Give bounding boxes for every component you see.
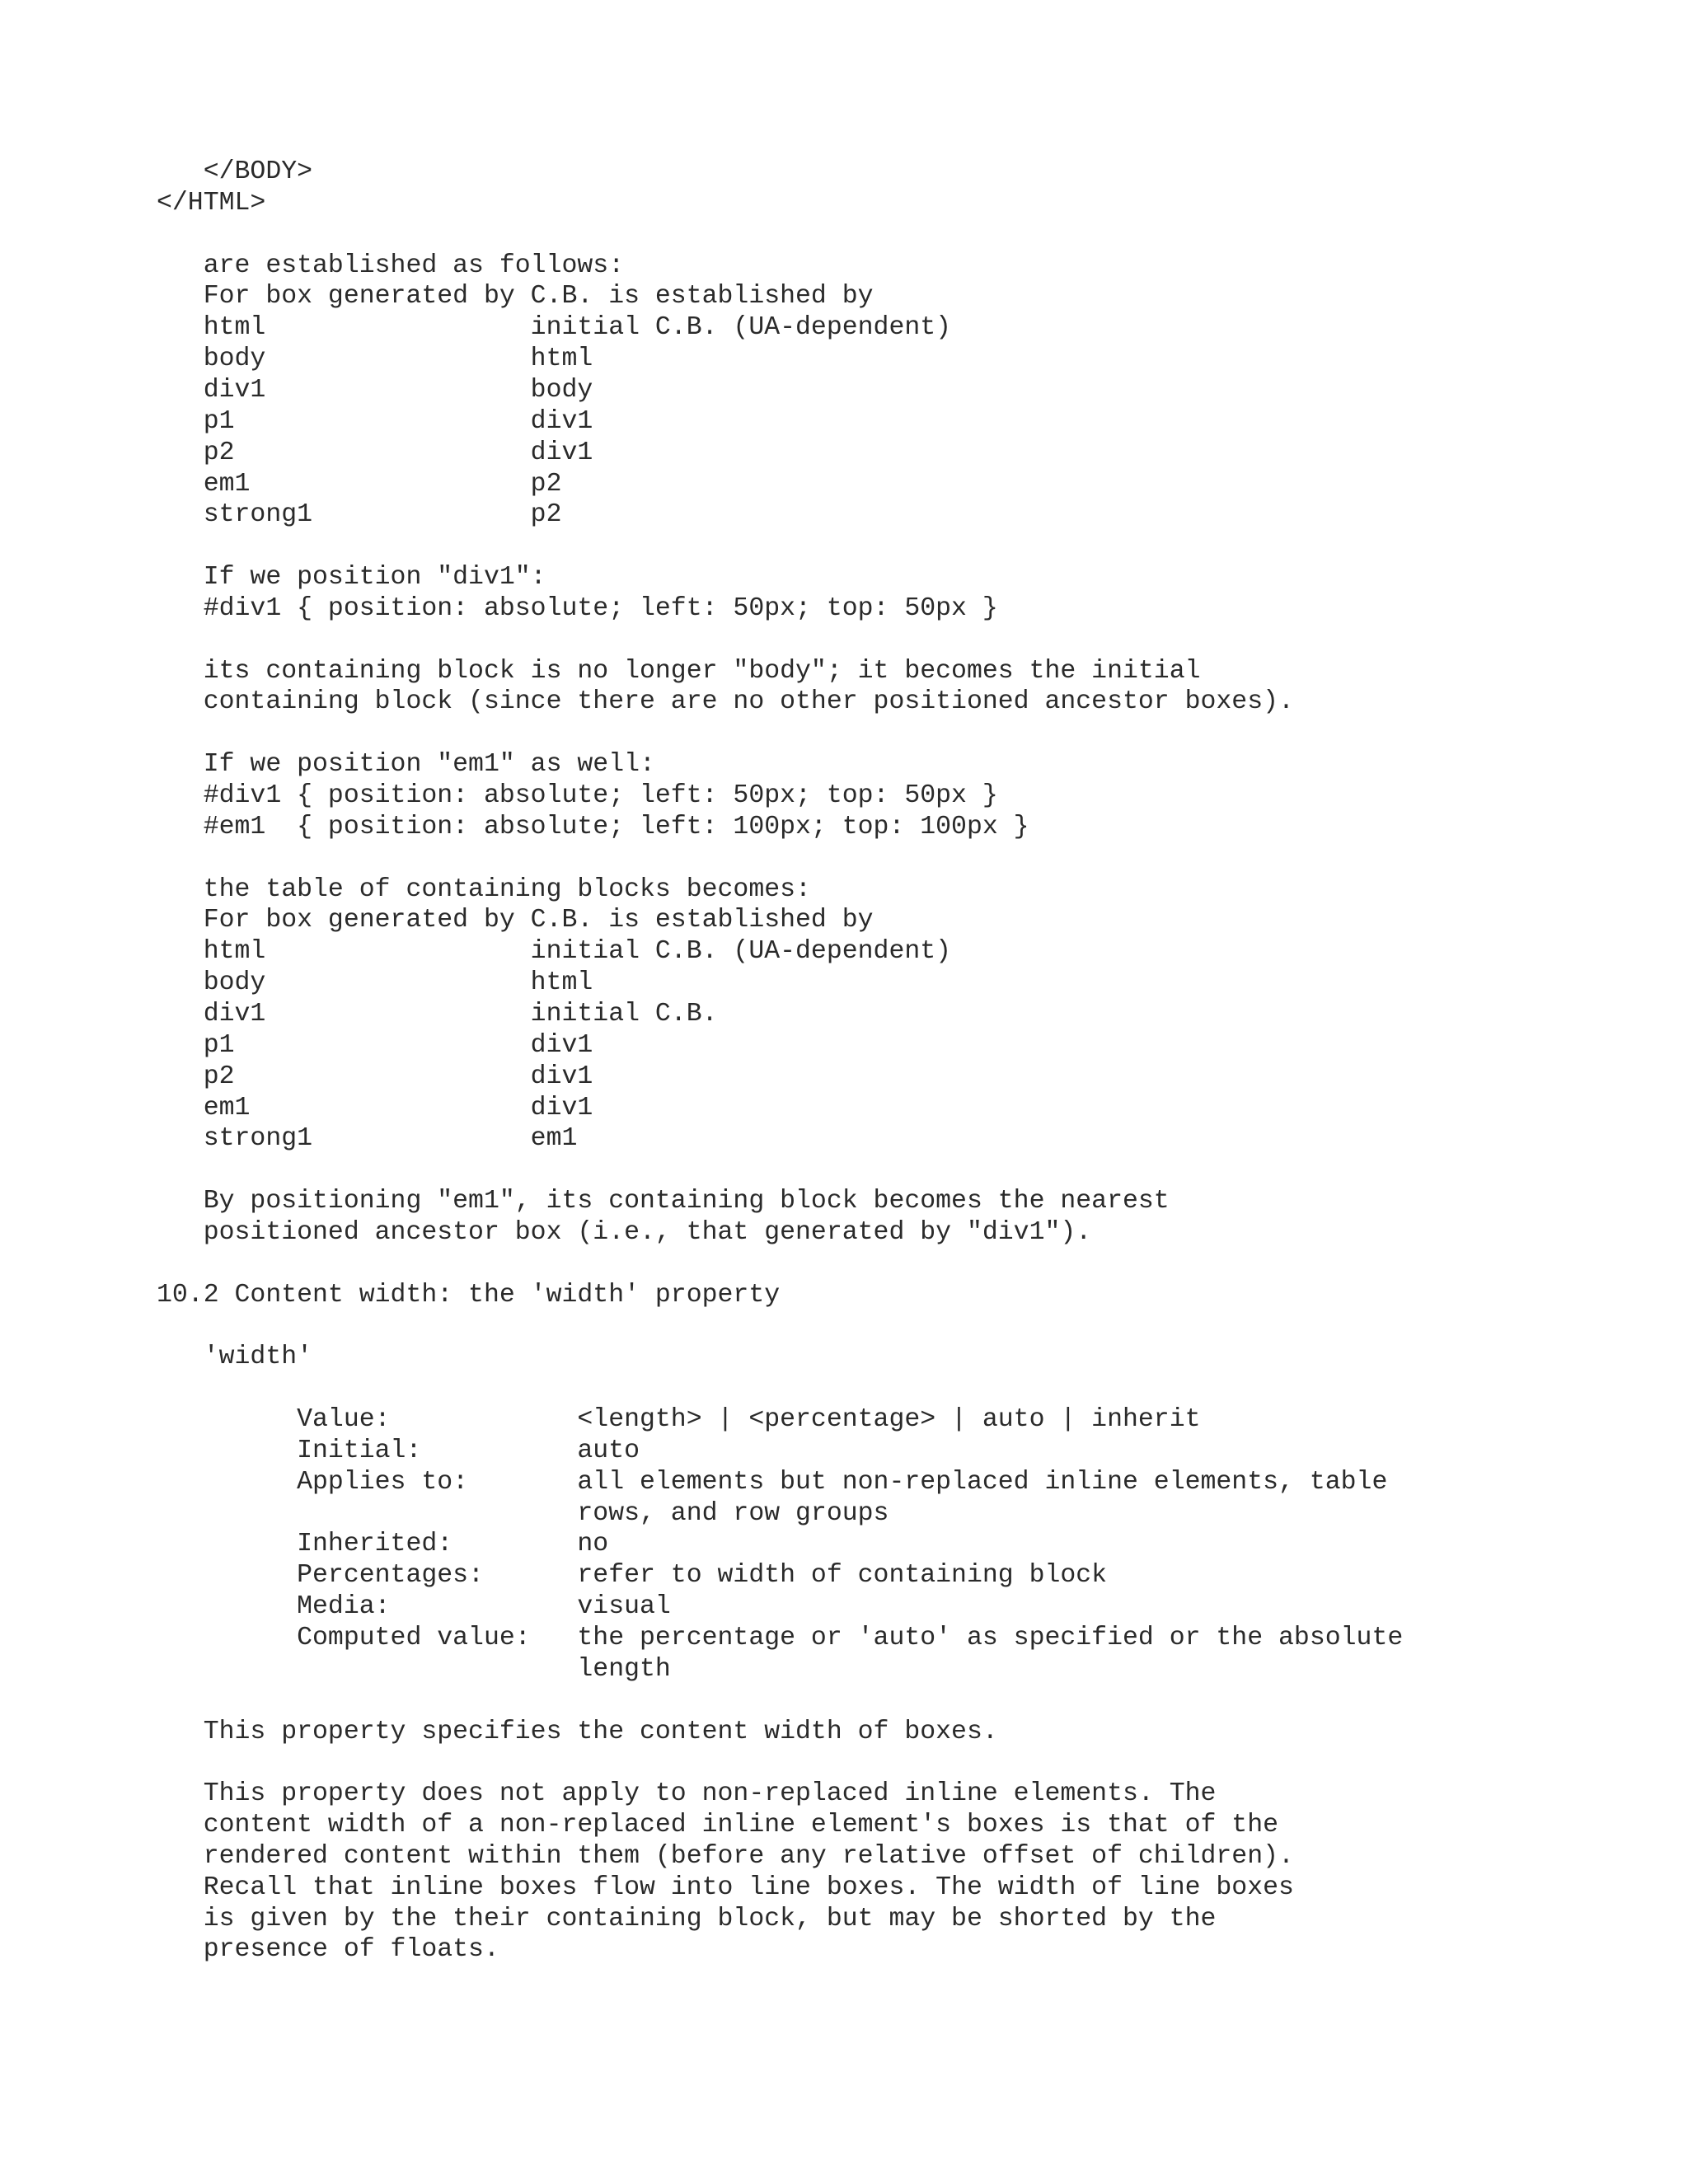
text-line: Inherited: no <box>157 1530 609 1559</box>
text-line: Recall that inline boxes flow into line boxes. The width of line boxes <box>157 1872 1294 1902</box>
text-line: #div1 { position: absolute; left: 50px; top: 50px } <box>157 593 998 623</box>
text-line: </HTML> <box>157 188 266 218</box>
text-line: positioned ancestor box (i.e., that generated by "div1"). <box>157 1217 1092 1247</box>
text-line: #div1 { position: absolute; left: 50px; top: 50px } <box>157 781 998 810</box>
text-line: Applies to: all elements but non-replaced inline elements, table <box>157 1467 1388 1497</box>
text-line: body html <box>157 344 593 374</box>
text-line: the table of containing blocks becomes: <box>157 874 811 904</box>
text-line: Initial: auto <box>157 1436 640 1465</box>
text-line: html initial C.B. (UA-dependent) <box>157 937 952 967</box>
text-line: For box generated by C.B. is established by <box>157 906 874 935</box>
text-line: p1 div1 <box>157 1030 593 1060</box>
text-line: 10.2 Content width: the 'width' property <box>157 1280 781 1310</box>
text-line: strong1 p2 <box>157 500 562 530</box>
text-line: div1 body <box>157 375 593 405</box>
text-line: #em1 { position: absolute; left: 100px; top: 100px } <box>157 812 1029 841</box>
text-line: 'width' <box>157 1343 313 1372</box>
text-line: p2 div1 <box>157 1062 593 1091</box>
text-line: body html <box>157 968 593 998</box>
text-line: strong1 em1 <box>157 1124 578 1154</box>
text-line: are established as follows: <box>157 251 625 280</box>
text-line: This property specifies the content width of boxes. <box>157 1717 998 1746</box>
text-line: its containing block is no longer "body"; it becomes the initial <box>157 656 1201 686</box>
text-line: This property does not apply to non-replaced inline elements. The <box>157 1779 1217 1809</box>
text-line: length <box>157 1654 671 1684</box>
text-line: Media: visual <box>157 1592 671 1622</box>
text-line: html initial C.B. (UA-dependent) <box>157 313 952 343</box>
text-line: p1 div1 <box>157 406 593 436</box>
text-line: Percentages: refer to width of containing block <box>157 1561 1108 1591</box>
text-line: If we position "div1": <box>157 563 546 593</box>
text-line: is given by the their containing block, but may be shorted by the <box>157 1904 1217 1933</box>
text-line: If we position "em1" as well: <box>157 750 655 780</box>
text-line: rows, and row groups <box>157 1498 889 1528</box>
text-line: Value: <length> | <percentage> | auto | inherit <box>157 1405 1201 1434</box>
text-line: </BODY> <box>157 157 313 186</box>
text-line: Computed value: the percentage or 'auto' as specified or the absolute <box>157 1623 1404 1652</box>
text-line: containing block (since there are no other positioned ancestor boxes). <box>157 687 1294 717</box>
text-line: content width of a non-replaced inline element's boxes is that of the <box>157 1811 1279 1840</box>
text-line: presence of floats. <box>157 1935 499 1965</box>
text-line: rendered content within them (before any relative offset of children). <box>157 1841 1294 1871</box>
text-line: p2 div1 <box>157 438 593 467</box>
text-line: em1 div1 <box>157 1093 593 1122</box>
text-line: For box generated by C.B. is established by <box>157 282 874 312</box>
text-line: em1 p2 <box>157 469 562 499</box>
text-line: div1 initial C.B. <box>157 999 718 1029</box>
text-line: By positioning "em1", its containing block becomes the nearest <box>157 1187 1170 1216</box>
